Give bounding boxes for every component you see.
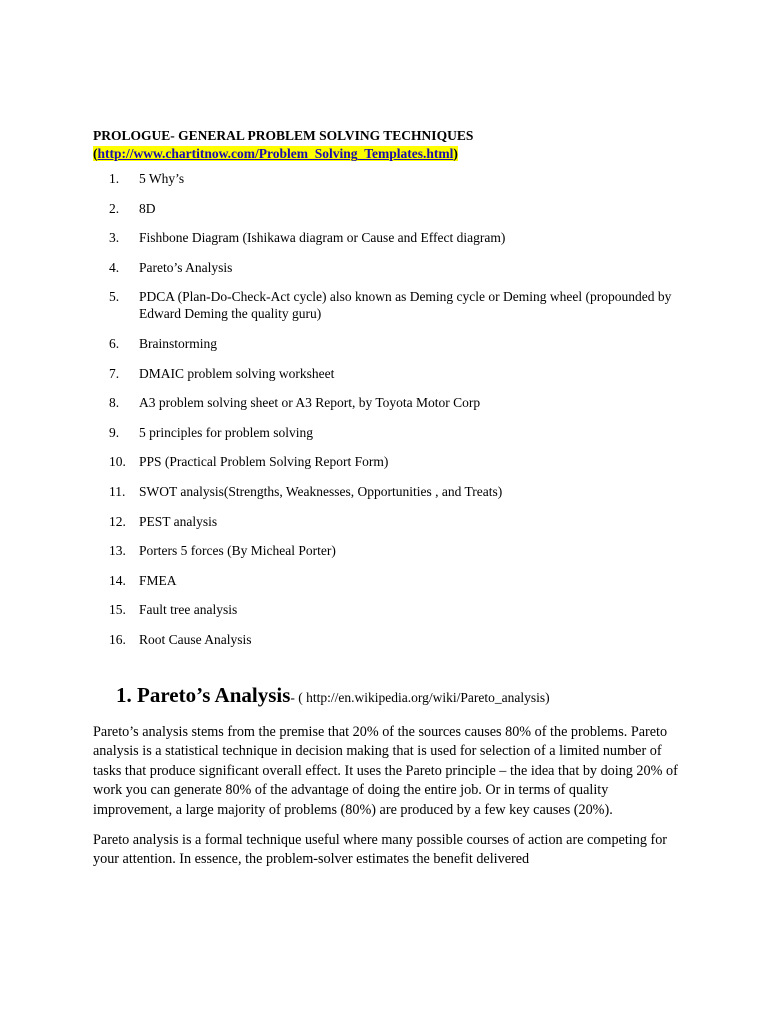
list-item [93,453,678,470]
list-item-number: 11. [109,483,126,499]
list-item-text: Brainstorming [139,335,217,351]
list-item-text: Root Cause Analysis [139,631,252,647]
list-item-number: 14. [109,572,126,588]
list-item-number: 4. [109,259,120,275]
prologue-title: PROLOGUE- GENERAL PROBLEM SOLVING TECHNIQUES [93,128,474,143]
list-item-number: 13. [109,543,126,559]
list-item-number: 8. [109,395,120,411]
list-item-text: 5 principles for problem solving [139,424,313,440]
list-item-number-cell [93,572,139,589]
list-item-text: Fault tree analysis [139,602,238,618]
prologue-link-line [93,145,678,162]
list-item-number: 16. [109,631,126,647]
list-item-number: 12. [109,513,126,529]
section-heading-pareto [93,681,678,712]
list-item-text: PDCA (Plan-Do-Check-Act cycle) also known as Deming cycle or Deming wheel (propounded by Edward Deming the quality guru) [139,289,672,322]
list-item [93,424,678,441]
list-item-number-cell [93,542,139,559]
list-item-text: PPS (Practical Problem Solving Report Form) [139,454,389,470]
list-item-number-cell [93,424,139,441]
list-item-number: 10. [109,454,126,470]
list-item [93,259,678,276]
list-item-text: PEST analysis [139,513,218,529]
list-item [93,288,678,322]
list-item [93,631,678,648]
chartitnow-link[interactable]: http://www.chartitnow.com/Problem_Solving_Templates.html [97,146,454,161]
list-item-number: 2. [109,200,120,216]
list-item-number-cell [93,200,139,217]
prologue-heading [93,127,678,145]
list-item [93,483,678,500]
list-item [93,572,678,589]
list-item-number-cell [93,601,139,618]
list-item-number-cell [93,229,139,246]
list-item-number-cell [93,170,139,187]
list-item-number-cell [93,365,139,382]
list-item-number: 15. [109,602,126,618]
list-item-number-cell [93,288,139,322]
list-item-number-cell [93,394,139,411]
prologue-link-highlight [93,146,458,161]
list-item-text: FMEA [139,572,177,588]
link-close-paren: ) [453,146,458,161]
list-item [93,513,678,530]
list-item [93,601,678,618]
list-item-text: Pareto’s Analysis [139,259,233,275]
list-item-text: SWOT analysis(Strengths, Weaknesses, Opportunities , and Treats) [139,483,503,499]
list-item-text: 5 Why’s [139,171,185,186]
list-item-number: 6. [109,335,120,351]
list-item-text: DMAIC problem solving worksheet [139,365,335,381]
list-item [93,200,678,217]
paragraph: Pareto’s analysis stems from the premise that 20% of the sources causes 80% of the problems. Pareto analysis is a statistical technique in decision making that is used for selection of a limited number of tasks that produce significant overall effect. It uses the Pareto principle – the idea that by doing 20% of work you can generate 80% of the advantage of doing the entire job. Or in terms of quality improvement, a large majority of problems (80%) are produced by a few key causes (20%). [93,723,678,818]
section-source: - ( http://en.wikipedia.org/wiki/Pareto_analysis) [290,689,550,705]
section-title: 1. Pareto’s Analysis [116,682,291,707]
paragraph: Pareto analysis is a formal technique useful where many possible courses of action are competing for your attention. In essence, the problem-solver estimates the benefit delivered [93,831,668,868]
list-item-number: 3. [109,230,120,246]
techniques-list [93,170,678,648]
list-item [93,335,678,352]
list-item-number: 5. [109,289,120,305]
list-item-text: Fishbone Diagram (Ishikawa diagram or Cause and Effect diagram) [139,230,506,246]
list-item-number-cell [93,335,139,352]
list-item-text: Porters 5 forces (By Micheal Porter) [139,543,336,559]
list-item [93,394,678,411]
list-item-number: 1. [109,171,120,186]
list-item-number-cell [93,631,139,648]
list-item [93,170,678,187]
list-item [93,542,678,559]
list-item-number: 9. [109,424,120,440]
list-item-text: A3 problem solving sheet or A3 Report, by Toyota Motor Corp [139,395,481,411]
list-item-number-cell [93,259,139,276]
list-item-text: 8D [139,200,156,216]
list-item-number-cell [93,483,139,500]
list-item-number: 7. [109,365,120,381]
list-item [93,229,678,246]
list-item-number-cell [93,453,139,470]
list-item [93,365,678,382]
link-open-paren: ( [93,146,98,161]
document-page [93,127,678,870]
list-item-number-cell [93,513,139,530]
